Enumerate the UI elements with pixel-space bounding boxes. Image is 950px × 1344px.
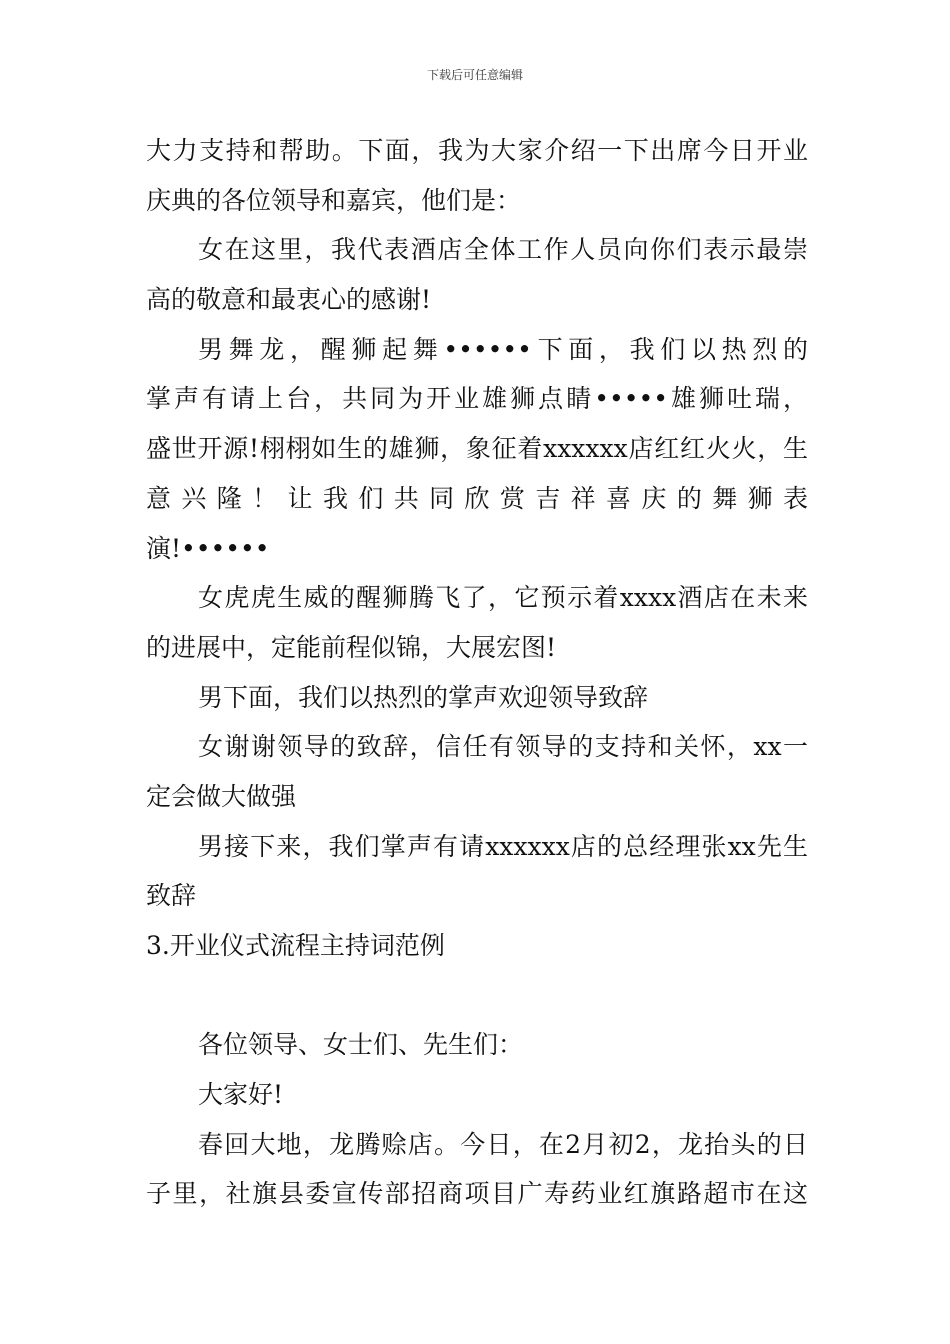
text-line: 定会做大做强 [146, 781, 297, 811]
text-line: 盛世开源!栩栩如生的雄狮，象征着xxxxxx店红红火火，生 [146, 434, 808, 464]
text-line: 男下面，我们以热烈的掌声欢迎领导致辞 [198, 682, 649, 712]
document-body [146, 126, 808, 1219]
text-line: 男接下来，我们掌声有请xxxxxx店的总经理张xx先生 [198, 831, 808, 861]
text-line: 女在这里，我代表酒店全体工作人员向你们表示最崇 [198, 235, 808, 265]
blank-line [146, 971, 808, 1021]
text-line: 3.开业仪式流程主持词范例 [146, 931, 445, 960]
text-line: 春回大地，龙腾赊店。今日，在2月初2，龙抬头的日 [198, 1129, 808, 1159]
text-line: 大家好! [198, 1080, 284, 1110]
text-line: 高的敬意和最衷心的感谢! [146, 285, 432, 315]
text-line: 意兴隆！让我们共同欣赏吉祥喜庆的舞狮表 [146, 483, 808, 513]
text-line: 大力支持和帮助。下面，我为大家介绍一下出席今日开业 [146, 136, 808, 165]
text-line: 各位领导、女士们、先生们： [198, 1030, 524, 1060]
text-line: 庆典的各位领导和嘉宾，他们是： [146, 185, 522, 215]
text-line: 致辞 [146, 881, 197, 911]
text-line: 女虎虎生威的醒狮腾飞了，它预示着xxxx酒店在未来 [198, 583, 808, 613]
text-line: 的进展中，定能前程似锦，大展宏图! [146, 632, 557, 662]
text-line: 男舞龙，醒狮起舞••••••下面，我们以热烈的 [198, 334, 808, 364]
text-line: 演!•••••• [146, 533, 270, 563]
text-line: 掌声有请上台，共同为开业雄狮点睛•••••雄狮吐瑞， [146, 384, 808, 414]
page-header: 下载后可任意编辑 [426, 68, 523, 82]
text-line: 子里，社旗县委宣传部招商项目广寿药业红旗路超市在这 [146, 1179, 808, 1209]
text-line: 女谢谢领导的致辞，信任有领导的支持和关怀，xx一 [198, 732, 808, 762]
